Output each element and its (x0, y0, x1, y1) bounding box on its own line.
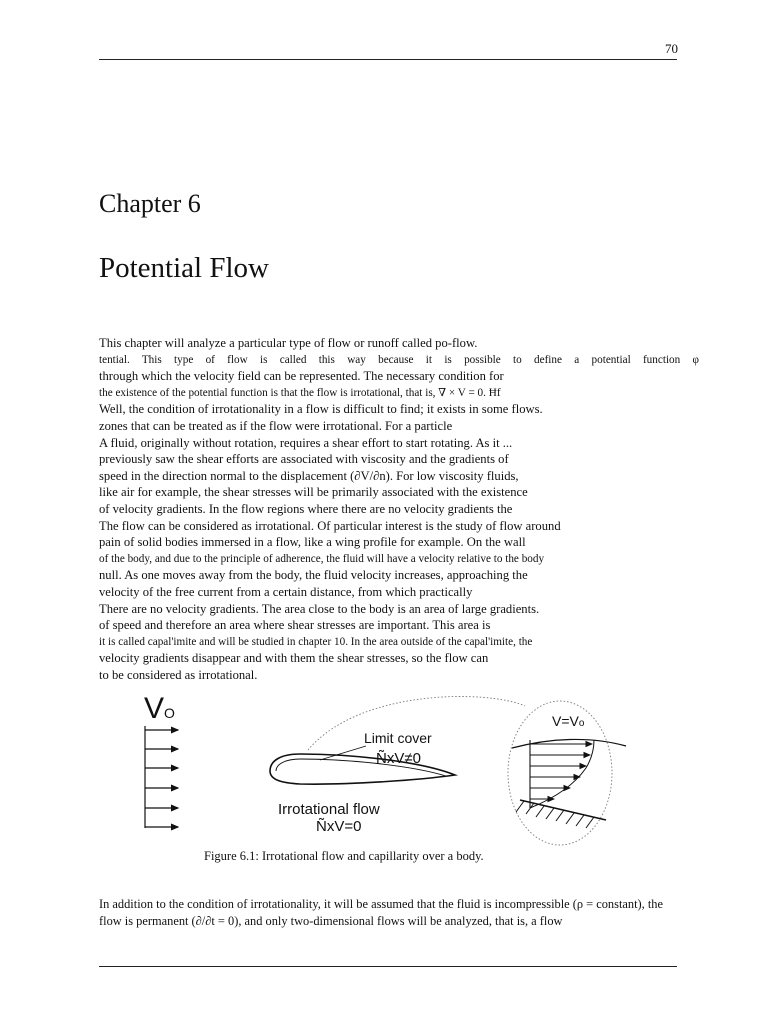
page-number: 70 (665, 41, 678, 56)
body-line: Well, the condition of irrotationality in a flow is difficult to find; it exists in some flows. (99, 402, 543, 417)
v0-label: VO (144, 692, 175, 725)
profile-wall (520, 800, 606, 820)
footer-rule (99, 966, 677, 967)
closing-line: In addition to the condition of irrotationality, it will be assumed that the fluid is incompressible (ρ = constant), the (99, 897, 663, 911)
body-line: velocity gradients disappear and with them the shear stresses, so the flow can (99, 651, 489, 666)
chapter-title: Potential Flow (99, 252, 269, 284)
body-line: speed in the direction normal to the displacement (∂V/∂n). For low viscosity fluids, (99, 468, 519, 483)
body-line: pain of solid bodies immersed in a flow, like a wing profile for example. On the wall (99, 535, 526, 550)
free-stream-arrows (145, 726, 178, 828)
figure-caption: Figure 6.1: Irrotational flow and capillarity over a body. (204, 849, 484, 863)
body-line: through which the velocity field can be represented. The necessary condition for (99, 369, 504, 384)
irrotational-flow-equation: ÑxV=0 (316, 818, 362, 835)
closing-line: flow is permanent (∂/∂t = 0), and only two-dimensional flows will be analyzed, that is, a flow (99, 913, 563, 928)
figure-diagram (130, 688, 630, 848)
limit-cover-equation: ÑxV≠0 (376, 750, 421, 767)
body-line: like air for example, the shear stresses will be primarily associated with the existence (99, 485, 528, 500)
profile-velocity-label: V=Vo (552, 713, 585, 729)
body-line: it is called capal'imite and will be studied in chapter 10. In the area outside of the capal'imite, the (99, 635, 533, 648)
body-line: of speed and therefore an area where shear stresses are important. This area is (99, 618, 491, 633)
body-line: previously saw the shear efforts are associated with viscosity and the gradients of (99, 452, 509, 467)
figure-irrotational-flow (130, 688, 630, 848)
body-line: null. As one moves away from the body, the fluid velocity increases, approaching the (99, 568, 528, 583)
body-line: to be considered as irrotational. (99, 667, 258, 682)
header-rule (99, 59, 677, 60)
body-line: There are no velocity gradients. The area close to the body is an area of large gradients. (99, 601, 540, 616)
body-line: the existence of the potential function is that the flow is irrotational, that is, ∇ × V = 0. Ħf (99, 386, 501, 399)
profile-curve (530, 740, 594, 808)
closing-text (99, 896, 739, 929)
body-line: zones that can be treated as if the flow were irrotational. For a particle (99, 418, 453, 433)
body-line: of velocity gradients. In the flow regions where there are no velocity gradients the (99, 501, 513, 516)
chapter-label: Chapter 6 (99, 189, 201, 218)
irrotational-flow-label: Irrotational flow (278, 801, 380, 818)
limit-pointer (320, 746, 366, 760)
body-line: velocity of the free current from a certain distance, from which practically (99, 584, 473, 599)
body-line: A fluid, originally without rotation, requires a shear effort to start rotating. As it ... (99, 435, 513, 450)
body-line: The flow can be considered as irrotational. Of particular interest is the study of flow around (99, 518, 561, 533)
profile-arrows (530, 740, 592, 808)
body-line: tential. This type of flow is called this way because it is possible to define a potential function φ (99, 353, 699, 366)
body-line: This chapter will analyze a particular type of flow or runoff called po-flow. (99, 336, 478, 350)
airfoil-body (270, 754, 455, 784)
body-line: of the body, and due to the principle of adherence, the fluid will have a velocity relative to the body (99, 552, 545, 565)
limit-cover-label: Limit cover (364, 730, 432, 746)
body-text (99, 335, 709, 683)
